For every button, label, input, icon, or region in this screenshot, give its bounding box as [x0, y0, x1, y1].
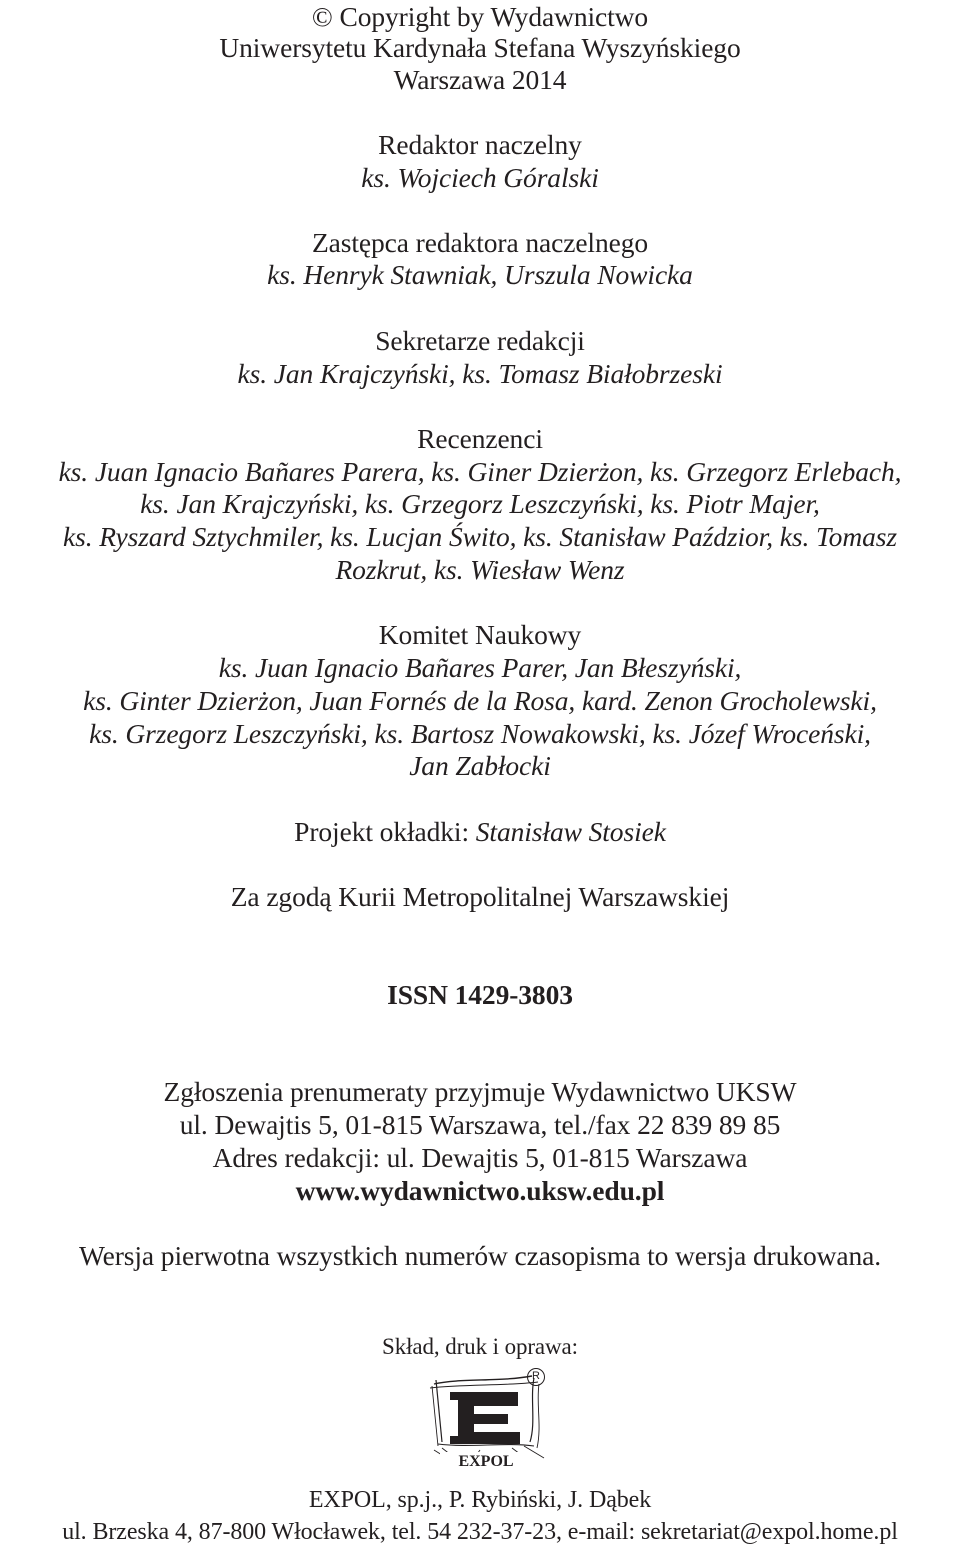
committee-heading: Komitet Naukowy [378, 619, 582, 650]
printer-address: ul. Brzeska 4, 87-800 Włocławek, tel. 54 232-37-23, e-mail: sekretariat@expol.home.pl [62, 1519, 898, 1545]
committee-line: ks. Ginter Dzierżon, Juan Fornés de la Rosa, kard. Zenon Grocholewski, [83, 685, 877, 716]
secretaries-names: ks. Jan Krajczyński, ks. Tomasz Białobrzeski [237, 358, 723, 389]
printer-company: EXPOL, sp.j., P. Rybiński, J. Dąbek [308, 1487, 652, 1513]
copyright-line-1: © Copyright by Wydawnictwo [311, 1, 649, 32]
reviewers-heading: Recenzenci [417, 423, 543, 454]
reviewers-line: Rozkrut, ks. Wiesław Wenz [335, 554, 625, 585]
reviewers-line: ks. Jan Krajczyński, ks. Grzegorz Leszczyński, ks. Piotr Majer, [140, 488, 820, 519]
printing-label: Skład, druk i oprawa: [382, 1334, 578, 1359]
cover-design-name: Stanisław Stosiek [475, 816, 666, 847]
deputy-editor-names: ks. Henryk Stawniak, Urszula Nowicka [267, 259, 693, 290]
issn: ISSN 1429-3803 [387, 979, 573, 1010]
editor-in-chief-heading: Redaktor naczelny [378, 129, 582, 160]
cover-design-label: Projekt okładki: [294, 816, 469, 847]
cover-design-line [0, 815, 960, 849]
registered-trademark-icon: R [527, 1368, 545, 1386]
secretaries-heading: Sekretarze redakcji [375, 325, 585, 356]
copyright-line-2: Uniwersytetu Kardynała Stefana Wyszyńskiego [219, 32, 741, 63]
version-note: Wersja pierwotna wszystkich numerów czasopisma to wersja drukowana. [78, 1240, 882, 1271]
copyright-line-3: Warszawa 2014 [393, 64, 567, 95]
subscriptions-line-1: Zgłoszenia prenumeraty przyjmuje Wydawnictwo UKSW [163, 1076, 797, 1107]
approval-note: Za zgodą Kurii Metropolitalnej Warszawskiej [230, 881, 730, 912]
expol-logo-label: EXPOL [458, 1453, 514, 1468]
editor-in-chief-name: ks. Wojciech Góralski [361, 162, 599, 193]
committee-line: ks. Juan Ignacio Bañares Parer, Jan Błeszyński, [218, 652, 742, 683]
reviewers-line: ks. Ryszard Sztychmiler, ks. Lucjan Świto, ks. Stanisław Paździor, ks. Tomasz [63, 521, 897, 552]
committee-line: ks. Grzegorz Leszczyński, ks. Bartosz Nowakowski, ks. Józef Wroceński, [89, 718, 871, 749]
website-link[interactable]: www.wydawnictwo.uksw.edu.pl [295, 1175, 665, 1206]
deputy-editor-heading: Zastępca redaktora naczelnego [311, 227, 649, 258]
committee-line: Jan Zabłocki [409, 750, 551, 781]
reviewers-line: ks. Juan Ignacio Bañares Parera, ks. Giner Dzierżon, ks. Grzegorz Erlebach, [58, 456, 902, 487]
editorial-address: Adres redakcji: ul. Dewajtis 5, 01-815 Warszawa [212, 1142, 748, 1173]
subscriptions-line-2: ul. Dewajtis 5, 01-815 Warszawa, tel./fax 22 839 89 85 [179, 1109, 781, 1140]
